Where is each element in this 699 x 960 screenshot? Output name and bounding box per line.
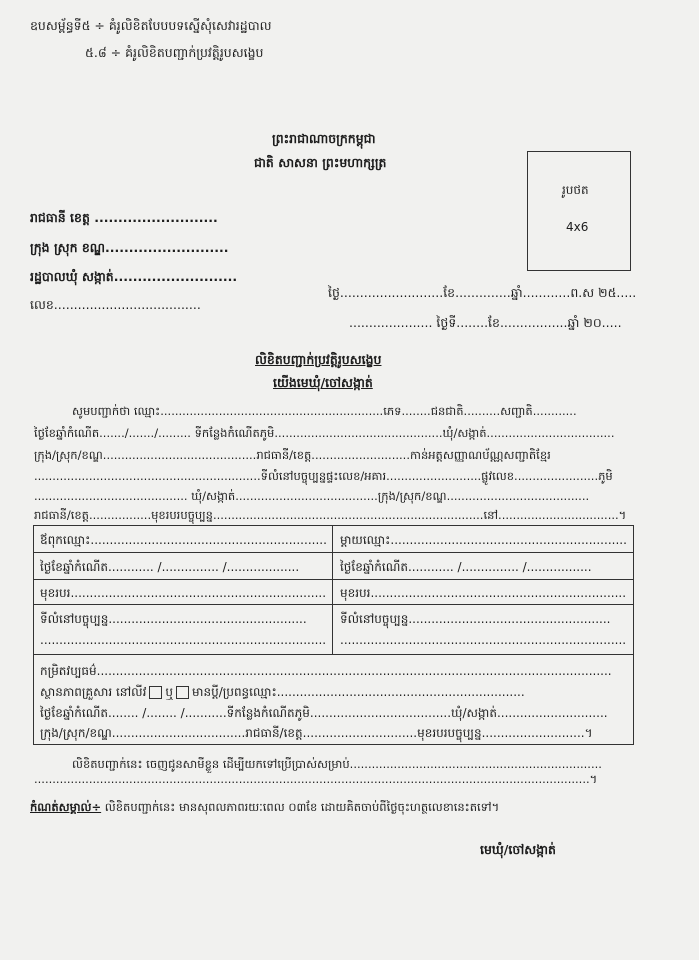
commune-field: រដ្ឋបាលឃុំ សង្កាត់.......................... (30, 269, 238, 284)
father-address: ទីលំនៅបច្ចុប្បន្ន.................................................... (40, 612, 307, 626)
document-title: លិខិតបញ្ជាក់ប្រវត្តិរូបសង្ខេប (255, 352, 382, 367)
father-name: ឪពុកឈ្មោះ.............................................................. (40, 533, 327, 547)
spouse-name: មានប្ដី/ប្រពន្ធឈ្មោះ................................................................. (192, 685, 525, 699)
marital-status (40, 684, 525, 702)
date-solar: ..................... ថ្ងៃទី........ខែ.................ឆ្នាំ ២០..... (349, 315, 622, 330)
body-line-4: ..............................................................ទីលំនៅបច្ចុប្បន្នផ្ទះលេខ/អគារ..........................ផ្លូវលេខ.......................ភូមិ (34, 469, 613, 483)
body-line-5: .......................................... ឃុំ/សង្កាត់.......................................ក្រុង/ស្រុក/ខណ្ឌ....................................... (34, 489, 590, 503)
date-lunar: ថ្ងៃ..........................ខែ..............ឆ្នាំ............ព.ស ២៥..... (328, 285, 637, 300)
spouse-place: ក្រុង/ស្រុក/ខណ្ឌ...................................រាជធានី/ខេត្ត..............................មុខរបរបច្ចុប្បន្ន...........................។ (40, 726, 593, 740)
body-line-1: សូមបញ្ជាក់ថា ឈ្មោះ.............................................................ភេទ........ជនជាតិ..........សញ្ជាតិ............ (72, 404, 577, 418)
table-row-line (34, 552, 633, 553)
parents-table (33, 525, 634, 655)
table-row-line (34, 579, 633, 580)
table-divider (332, 526, 333, 654)
spouse-dob: ថ្ងៃខែឆ្នាំកំណើត........ /........ /...........ទីកន្លែងកំណើតភូមិ.....................................ឃុំ/សង្កាត់............................. (40, 706, 608, 720)
mother-name: ម្ដាយឈ្មោះ.............................................................. (340, 533, 627, 547)
capital-field: រាជធានី ខេត្ត .......................... (30, 210, 218, 225)
family-section (33, 655, 634, 745)
photo-size: 4x6 (566, 220, 589, 234)
appendix-header: ឧបសម្ព័ន្ធទី៥ ÷ គំរូលិខិតបែបបទស្នើសុំសេវារដ្ឋបាល (30, 18, 272, 33)
table-row-line (34, 604, 633, 605)
body-line-3: ក្រុង/ស្រុក/ខណ្ឌ..........................................រាជធានី/ខេត្ត...........................កាន់អត្តសញ្ញាណប័ណ្ណសញ្ជាតិខ្មែរ (34, 448, 551, 462)
marital-status-label: ស្ថានភាពគ្រួសារ នៅលីវ (40, 685, 147, 699)
photo-box (527, 151, 631, 271)
number-field: លេខ..................................... (30, 297, 201, 312)
purpose-line-1: លិខិតបញ្ជាក់នេះ ចេញជូនសាមីខ្លួន ដើម្បីយកទៅប្រើប្រាស់សម្រាប់..................................................................... (72, 757, 602, 771)
form-subheader: ៥.៨ ÷ គំរូលិខិតបញ្ជាក់ប្រវត្តិរូបសង្ខេប (85, 45, 264, 60)
mother-occupation: មុខរបរ................................................................... (340, 586, 627, 600)
kingdom-title: ព្រះរាជាណាចក្រកម្ពុជា (272, 131, 376, 146)
mother-dob: ថ្ងៃខែឆ្នាំកំណើត............ /............... /................. (340, 560, 592, 574)
document-subtitle: យើងមេឃុំ/ចៅសង្កាត់ (273, 375, 373, 390)
body-line-2: ថ្ងៃខែឆ្នាំកំណើត......./......./......... ទីកន្លែងកំណើតភូមិ..............................................ឃុំ/សង្កាត់................................... (34, 426, 615, 440)
father-occupation: មុខរបរ................................................................... (40, 586, 327, 600)
kingdom-motto: ជាតិ សាសនា ព្រះមហាក្សត្រ (254, 155, 387, 170)
father-address-cont: ........................................................................... (40, 633, 327, 647)
photo-label: រូបថត (562, 183, 589, 197)
district-field: ក្រុង ស្រុក ខណ្ឌ.......................... (30, 240, 229, 255)
body-line-6: រាជធានី/ខេត្ត.................មុខរបរបច្ចុប្បន្ន..........................................................................នៅ.................................។ (34, 508, 627, 522)
note (30, 800, 499, 817)
purpose-line-2: ........................................................................................................................................................។ (34, 772, 598, 786)
married-checkbox[interactable] (176, 686, 189, 699)
mother-address: ទីលំនៅបច្ចុប្បន្ន..................................................... (340, 612, 611, 626)
single-checkbox[interactable] (149, 686, 162, 699)
father-dob: ថ្ងៃខែឆ្នាំកំណើត............ /............... /................... (40, 560, 300, 574)
mother-address-cont: ........................................................................... (340, 633, 627, 647)
or-label: ឬ (165, 685, 174, 699)
note-label: កំណត់សម្គាល់÷ (30, 800, 102, 814)
education-level: កម្រិតវប្បធម៌....................................................................................................................................... (40, 664, 612, 678)
note-text: លិខិតបញ្ជាក់នេះ មានសុពលភាពរយៈពេល ០៣ខែ ដោយគិតចាប់ពីថ្ងៃចុះហត្ថលេខានេះតទៅ។ (104, 800, 500, 814)
signature-label: មេឃុំ/ចៅសង្កាត់ (480, 842, 556, 857)
